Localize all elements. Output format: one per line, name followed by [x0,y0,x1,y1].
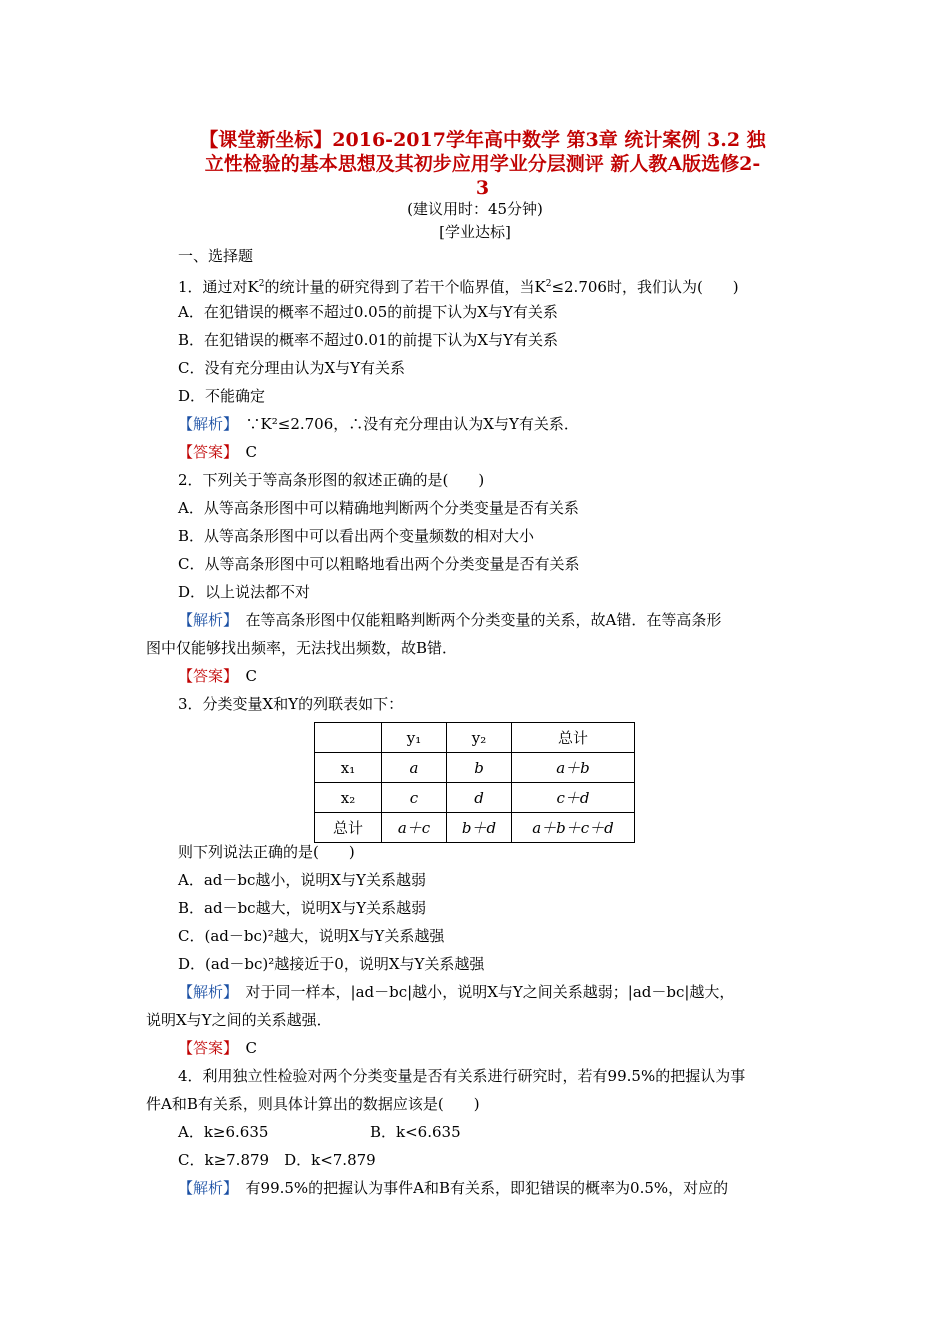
table-cell: a＋b [512,753,635,783]
q3-follow: 则下列说法正确的是( ) [178,843,355,861]
table-row [315,723,635,753]
q2-option-c: C．从等高条形图中可以粗略地看出两个分类变量是否有关系 [178,555,580,573]
q3-option-c: C．(ad－bc)²越大，说明X与Y关系越强 [178,927,445,945]
section-heading: 一、选择题 [178,247,254,265]
q2-option-a: A．从等高条形图中可以精确地判断两个分类变量是否有关系 [178,499,579,517]
table-cell: a＋c [382,813,447,843]
table-cell: c [382,783,447,813]
q3-answer: 【答案】 C [178,1039,258,1057]
q3-option-a: A．ad－bc越小，说明X与Y关系越弱 [178,871,426,889]
q2-option-d: D．以上说法都不对 [178,583,311,601]
table-cell: x₁ [315,753,382,783]
table-cell: d [447,783,512,813]
q1-option-c: C．没有充分理由认为X与Y有关系 [178,359,406,377]
table-cell: x₂ [315,783,382,813]
table-row [315,753,635,783]
table-cell: b [447,753,512,783]
table-cell: a＋b＋c＋d [512,813,635,843]
contingency-table [314,722,635,843]
q3-option-d: D．(ad－bc)²越接近于0，说明X与Y关系越强 [178,955,485,973]
q4-option-b: B．k<6.635 [370,1123,461,1141]
q2-option-b: B．从等高条形图中可以看出两个变量频数的相对大小 [178,527,535,545]
table-cell: y₂ [447,723,512,753]
q2-answer: 【答案】 C [178,667,258,685]
q1-option-b: B．在犯错误的概率不超过0.01的前提下认为X与Y有关系 [178,331,559,349]
q4-option-cd: C．k≥7.879 D．k<7.879 [178,1151,376,1169]
doc-title-line3: 3 [475,177,490,199]
doc-title-line1: 【课堂新坐标】2016-2017学年高中数学 第3章 统计案例 3.2 独 [199,129,766,151]
q1-option-a: A．在犯错误的概率不超过0.05的前提下认为X与Y有关系 [178,303,558,321]
table-cell: y₁ [382,723,447,753]
q1-stem: 1．通过对$K^2$的统计量的研究得到了若干个临界值，当$K^2\le 2.706$时，我们认为( ) [178,278,739,296]
q4-stem-line1: 4．利用独立性检验对两个分类变量是否有关系进行研究时，若有99.5%的把握认为事 [178,1067,746,1085]
q3-analysis-line2: 说明X与Y之间的关系越强． [146,1011,332,1029]
q1-answer: 【答案】 C [178,443,258,461]
table-cell: a [382,753,447,783]
q3-analysis-line1: 【解析】 对于同一样本，|ad－bc|越小，说明X与Y之间关系越弱；|ad－bc|越大， [178,983,735,1001]
table-row [315,783,635,813]
table-cell: 总计 [315,813,382,843]
doc-title-line2: 立性检验的基本思想及其初步应用学业分层测评 新人教A版选修2- [204,153,761,175]
table-cell: 总计 [512,723,635,753]
table-row [315,813,635,843]
table-cell: b＋d [447,813,512,843]
q3-stem: 3．分类变量X和Y的列联表如下： [178,695,404,713]
q1-option-d: D．不能确定 [178,387,266,405]
q2-stem: 2．下列关于等高条形图的叙述正确的是( ) [178,471,485,489]
level-label: [学业达标] [439,223,511,241]
table-cell [315,723,382,753]
table-cell: c＋d [512,783,635,813]
q1-analysis: 【解析】 ∵K²≤2.706，∴没有充分理由认为X与Y有关系． [178,415,579,433]
q2-analysis-line1: 【解析】 在等高条形图中仅能粗略判断两个分类变量的关系，故A错．在等高条形 [178,611,722,629]
q4-stem-line2: 件A和B有关系，则具体计算出的数据应该是( ) [146,1095,480,1113]
q4-option-a: A．k≥6.635 [178,1123,269,1141]
time-note: (建议用时：45分钟) [407,200,543,218]
q4-analysis-line1: 【解析】 有99.5%的把握认为事件A和B有关系，即犯错误的概率为0.5%，对应的 [178,1179,729,1197]
q2-analysis-line2: 图中仅能够找出频率，无法找出频数，故B错． [146,639,458,657]
q3-option-b: B．ad－bc越大，说明X与Y关系越弱 [178,899,427,917]
